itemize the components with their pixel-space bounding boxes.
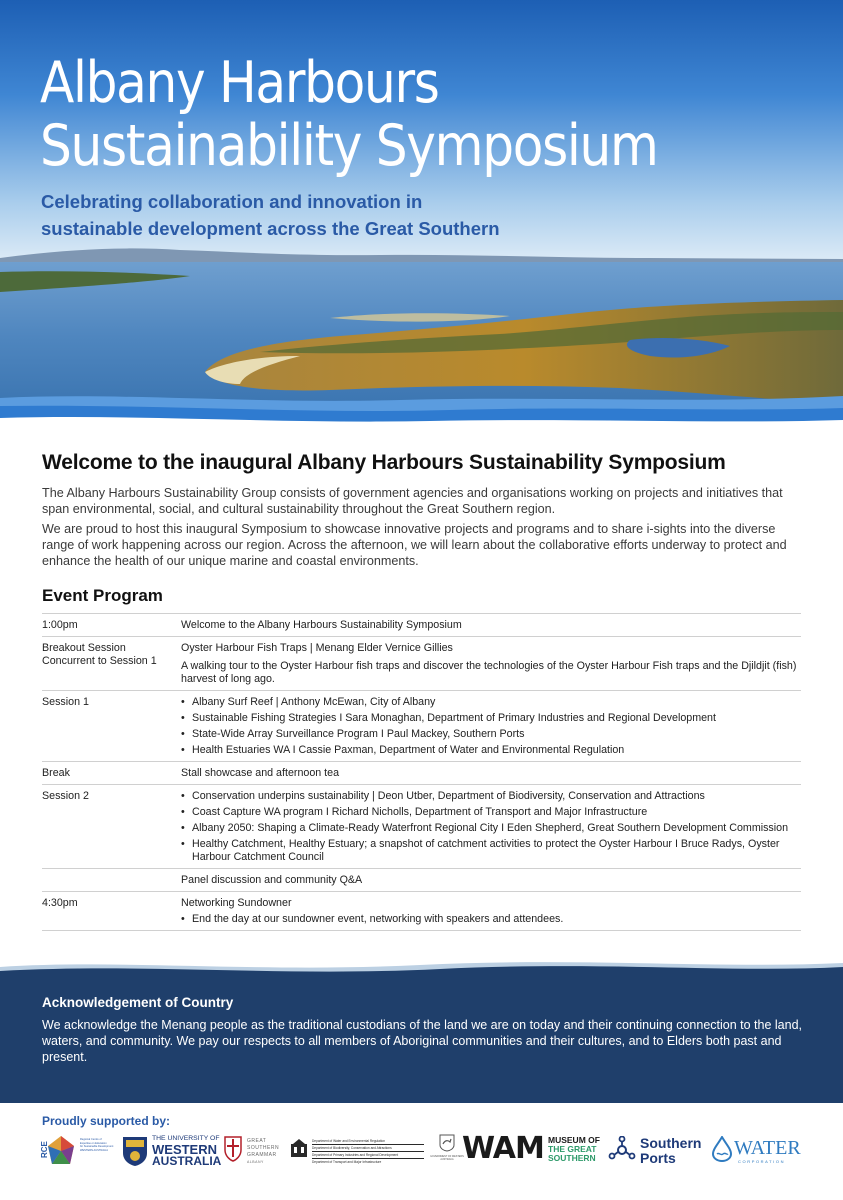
gsg-line: GREAT bbox=[247, 1138, 267, 1144]
welcome-heading: Welcome to the inaugural Albany Harbours Sustainability Symposium bbox=[42, 451, 726, 474]
session-item: • Albany Surf Reef | Anthony McEwan, City of Albany bbox=[181, 696, 801, 709]
southern-ports-text bbox=[640, 1136, 701, 1166]
session-list bbox=[181, 696, 801, 757]
water-line2: CORPORATION bbox=[738, 1159, 786, 1164]
rce-emblem-icon bbox=[44, 1134, 78, 1168]
event-program-table bbox=[42, 613, 801, 931]
program-item-text: Welcome to the Albany Harbours Sustainability Symposium bbox=[181, 619, 462, 631]
intro-paragraph-2: We are proud to host this inaugural Symposium to showcase innovative projects and programs and to share i-sights into the diverse range of work happening across our region. Across the afternoon, we will learn about the collaborative efforts underway to protect and enhance the health of our unique marine and coastal environments. bbox=[42, 522, 787, 568]
program-row-session-2 bbox=[42, 785, 801, 869]
uwa-line3: AUSTRALIA bbox=[152, 1154, 222, 1168]
government-of-wa-logo bbox=[430, 1130, 464, 1174]
event-program-title: Event Program bbox=[42, 586, 163, 605]
program-time: 1:00pm bbox=[42, 619, 78, 631]
museum-line: THE GREAT bbox=[548, 1144, 597, 1154]
museum-of-the-great-southern-logo bbox=[462, 1130, 602, 1174]
southern-ports-icon bbox=[608, 1136, 636, 1164]
program-row-panel bbox=[42, 869, 801, 892]
program-row-sundowner bbox=[42, 892, 801, 931]
museum-line: MUSEUM OF bbox=[548, 1135, 600, 1145]
uwa-line2: WESTERN bbox=[152, 1142, 217, 1157]
southern-ports-logo bbox=[608, 1130, 708, 1174]
session-item: • End the day at our sundowner event, networking with speakers and attendees. bbox=[181, 913, 801, 926]
museum-line: SOUTHERN bbox=[548, 1153, 596, 1163]
rce-line: WESTERN AUSTRALIA bbox=[80, 1148, 108, 1152]
water-corporation-logo bbox=[712, 1130, 808, 1174]
session-list bbox=[181, 913, 801, 926]
water-line1: WATER bbox=[734, 1137, 801, 1159]
hero-subtitle-line2: sustainable development across the Great Southern bbox=[41, 218, 500, 239]
program-time bbox=[42, 874, 181, 887]
program-row-session-1 bbox=[42, 691, 801, 762]
rce-line: Expertise on Education bbox=[80, 1141, 107, 1145]
hero-subtitle-line1: Celebrating collaboration and innovation in bbox=[41, 191, 423, 212]
program-time: Session 1 bbox=[42, 696, 89, 708]
great-southern-grammar-logo bbox=[224, 1130, 284, 1174]
gsg-line: GRAMMAR bbox=[247, 1152, 277, 1158]
uwa-logo bbox=[122, 1130, 222, 1174]
govt-line: Department of Primary Industries and Regional Development bbox=[312, 1152, 424, 1159]
gsg-text bbox=[247, 1138, 279, 1166]
hero-title bbox=[40, 52, 658, 178]
acknowledgement-title: Acknowledgement of Country bbox=[42, 995, 234, 1010]
program-row-break bbox=[42, 762, 801, 785]
ports-line2: Ports bbox=[640, 1150, 676, 1166]
session-list bbox=[181, 790, 801, 864]
program-detail bbox=[181, 897, 801, 926]
rce-line: Regional Centre of bbox=[80, 1138, 102, 1141]
govt-line: Department of Water and Environmental Regulation bbox=[312, 1138, 424, 1145]
hero-title-line2: Sustainability Symposium bbox=[40, 113, 658, 179]
program-item-text: Networking Sundowner bbox=[181, 897, 292, 909]
acknowledgement-section bbox=[0, 955, 843, 1103]
program-detail bbox=[181, 767, 801, 780]
session-item: • Coast Capture WA program I Richard Nicholls, Department of Transport and Major Infrastructure bbox=[181, 806, 801, 819]
program-item-text: Stall showcase and afternoon tea bbox=[181, 767, 340, 779]
program-item-description: A walking tour to the Oyster Harbour fish traps and discover the technologies of the Oyster Harbour Fish traps and the Djildjit (fish) harvest of long ago. bbox=[181, 660, 797, 685]
supporter-logos bbox=[40, 1130, 810, 1174]
program-detail bbox=[181, 790, 801, 864]
acknowledgement-text: We acknowledge the Menang people as the traditional custodians of the land we are on today and their continuing connection to the land, waters, and community. We pay our respects to all members of Aboriginal communities and their cultures, and to Elders both past and present. bbox=[42, 1018, 803, 1064]
rce-logo bbox=[40, 1130, 112, 1174]
hero-banner bbox=[0, 0, 843, 430]
uwa-line1: THE UNIVERSITY OF bbox=[152, 1135, 220, 1142]
program-time: 4:30pm bbox=[42, 897, 78, 909]
govt-line: Department of Biodiversity, Conservation and Attractions bbox=[312, 1145, 424, 1152]
water-drop-icon bbox=[712, 1136, 732, 1162]
session-item: • Sustainable Fishing Strategies I Sara Monaghan, Department of Primary Industries and Regional Development bbox=[181, 712, 801, 725]
session-item: • Conservation underpins sustainability | Deon Utber, Department of Biodiversity, Conservation and Attractions bbox=[181, 790, 801, 803]
ports-line1: Southern bbox=[640, 1135, 702, 1151]
gsg-line: SOUTHERN bbox=[247, 1145, 280, 1151]
gsg-line: ALBANY bbox=[247, 1160, 264, 1164]
gsg-shield-icon bbox=[224, 1136, 242, 1162]
intro-paragraph-1: The Albany Harbours Sustainability Group consists of government agencies and organisations working on projects and initiatives that span environmental, social, and cultural sustainability throughout the Great Southern region. bbox=[42, 486, 783, 516]
swan-crest-icon bbox=[439, 1134, 455, 1152]
museum-text bbox=[548, 1136, 600, 1163]
session-item: • Health Estuaries WA I Cassie Paxman, Department of Water and Environmental Regulation bbox=[181, 744, 801, 757]
uwa-crest-icon bbox=[122, 1135, 148, 1167]
rce-line: for Sustainable Development bbox=[80, 1145, 114, 1148]
program-row-breakout bbox=[42, 637, 801, 691]
program-time: Breakout Session Concurrent to Session 1 bbox=[42, 642, 157, 667]
wa-government-departments-logo bbox=[290, 1130, 426, 1174]
govt-line: Department of Transport and Major Infrastructure bbox=[312, 1160, 382, 1164]
program-item-text: Panel discussion and community Q&A bbox=[181, 874, 363, 886]
program-time: Break bbox=[42, 767, 70, 779]
hero-title-line1: Albany Harbours bbox=[40, 50, 439, 116]
session-item: • Healthy Catchment, Healthy Estuary; a snapshot of catchment activities to protect the Oyster Harbour I Bruce Radys, Oyster Harbour Catchment Council bbox=[181, 838, 801, 864]
govt2-label: GOVERNMENT OF WESTERN AUSTRALIA bbox=[430, 1155, 464, 1161]
program-row-welcome bbox=[42, 614, 801, 637]
program-detail bbox=[181, 642, 801, 686]
program-detail bbox=[181, 874, 801, 887]
wam-wordmark: WAM bbox=[462, 1131, 544, 1166]
govt-text bbox=[312, 1138, 424, 1165]
session-item: • State-Wide Array Surveillance Program I Paul Mackey, Southern Ports bbox=[181, 728, 801, 741]
hero-subtitle bbox=[41, 188, 500, 242]
program-time: Session 2 bbox=[42, 790, 89, 802]
program-detail bbox=[181, 696, 801, 757]
program-detail bbox=[181, 619, 801, 632]
rce-name: RCE bbox=[40, 1141, 49, 1158]
session-item: • Albany 2050: Shaping a Climate-Ready Waterfront Regional City I Eden Shepherd, Great Southern Development Commission bbox=[181, 822, 801, 835]
supported-by-label: Proudly supported by: bbox=[42, 1114, 171, 1128]
wa-crest-icon bbox=[290, 1138, 308, 1158]
rce-text bbox=[80, 1138, 113, 1152]
program-item-text: Oyster Harbour Fish Traps | Menang Elder Vernice Gillies bbox=[181, 642, 453, 654]
